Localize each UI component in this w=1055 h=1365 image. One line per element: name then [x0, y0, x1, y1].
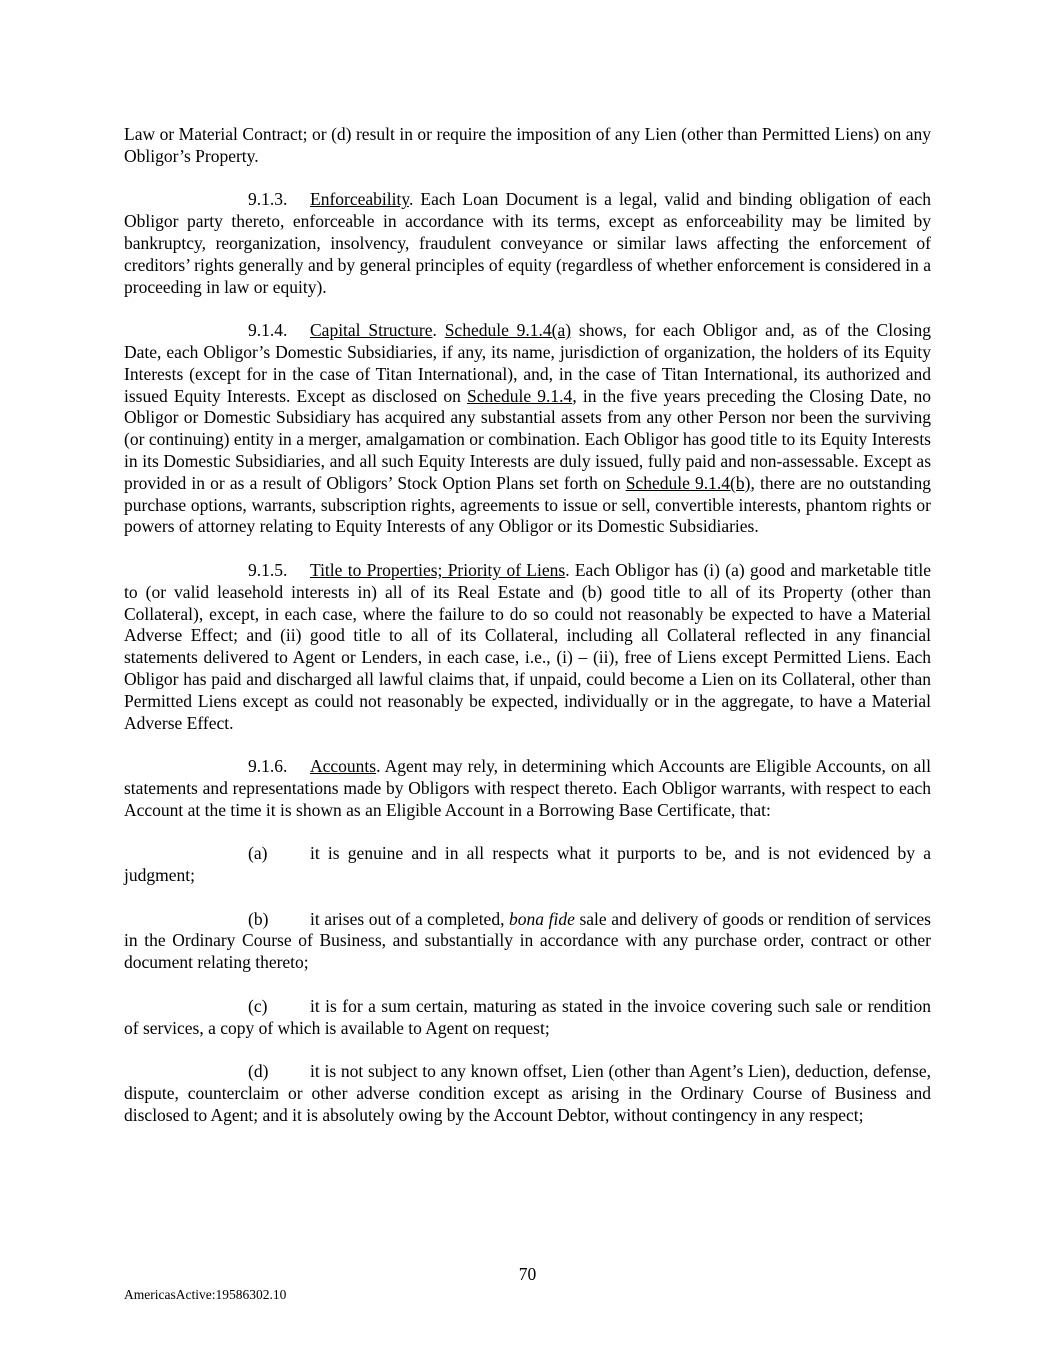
schedule-reference: Schedule 9.1.4(b)	[625, 472, 751, 493]
section-text: shows, for each Obligor and, as of the Closing Date, each Obligor’s Domestic Subsidiaries, if any, its name, jurisdiction of organization, the holders of its Equity Interests (except for in the case of Titan International), and, in the case of Titan International, its authorized and issued Equity Interests. Except as disclosed on	[124, 320, 931, 406]
section-heading: Enforceability	[310, 189, 409, 210]
item-text: it is genuine and in all respects what it purports to be, and is not evidenced by a judgment;	[124, 843, 931, 886]
section-text: , there are no outstanding purchase options, warrants, subscription rights, agreements to issue or sell, convertible interests, phantom rights or powers of attorney relating to Equity Interests of any Obligor or its Domestic Subsidiaries.	[124, 472, 931, 537]
paragraph-continuation: Law or Material Contract; or (d) result in or require the imposition of any Lien (other than Permitted Liens) on any Obligor’s Property.	[124, 124, 931, 166]
section-number: 9.1.3.	[248, 189, 288, 210]
section-number: 9.1.5.	[248, 559, 288, 580]
page-number: 70	[518, 1264, 537, 1284]
section-text: , in the five years preceding the Closing Date, no Obligor or Domestic Subsidiary has acquired any substantial assets from any other Person nor been the surviving (or continuing) entity in a merger, amalgamation or combination. Each Obligor has good title to its Equity Interests in its Domestic Subsidiaries, and all such Equity Interests are duly issued, fully paid and non-assessable. Except as provided in or as a result of Obligors’ Stock Option Plans set forth on	[124, 385, 931, 493]
section-heading: Accounts	[310, 756, 377, 777]
document-body	[124, 124, 931, 1148]
document-id: AmericasActive:19586302.10	[124, 1287, 287, 1302]
list-item	[124, 843, 931, 887]
section-9-1-6	[124, 756, 931, 821]
section-number: 9.1.4.	[248, 320, 288, 341]
list-item	[124, 996, 931, 1040]
section-9-1-3	[124, 189, 931, 298]
section-heading: Title to Properties; Priority of Liens	[310, 559, 566, 580]
item-label: (c)	[248, 995, 268, 1016]
section-text: . Each Obligor has (i) (a) good and marketable title to (or valid leasehold interests in) all of its Real Estate and (b) good title to all of its Property (other than Collateral), except, in each case, where the failure to do so could not reasonably be expected to have a Material Adverse Effect; and (ii) good title to all of its Collateral, including all Collateral reflected in any financial statements delivered to Agent or Lenders, in each case, i.e., (i) – (ii), free of Liens except Permitted Liens. Each Obligor has paid and discharged all lawful claims that, if unpaid, could become a Lien on its Collateral, other than Permitted Liens except as could not reasonably be expected, individually or in the aggregate, to have a Material Adverse Effect.	[124, 559, 931, 733]
item-text: it is not subject to any known offset, Lien (other than Agent’s Lien), deduction, defense, dispute, counterclaim or other adverse condition except as arising in the Ordinary Course of Business and disclosed to Agent; and it is absolutely owing by the Account Debtor, without contingency in any respect;	[124, 1061, 931, 1125]
section-text: . Each Loan Document is a legal, valid and binding obligation of each Obligor party thereto, enforceable in accordance with its terms, except as enforceability may be limited by bankruptcy, reorganization, insolvency, fraudulent conveyance or similar laws affecting the enforcement of creditors’ rights generally and by general principles of equity (regardless of whether enforcement is considered in a proceeding in law or equity).	[124, 189, 931, 297]
item-italic-term: bona fide	[509, 908, 575, 929]
section-9-1-5	[124, 560, 931, 734]
section-9-1-4	[124, 320, 931, 538]
schedule-reference: Schedule 9.1.4	[467, 385, 573, 406]
item-text: it is for a sum certain, maturing as stated in the invoice covering such sale or rendition of services, a copy of which is available to Agent on request;	[124, 995, 931, 1038]
item-text: sale and delivery of goods or rendition of services in the Ordinary Course of Business, and substantially in accordance with any purchase order, contract or other document relating thereto;	[124, 908, 931, 973]
list-item	[124, 1061, 931, 1126]
item-label: (a)	[248, 843, 268, 864]
section-text: . Agent may rely, in determining which Accounts are Eligible Accounts, on all statements and representations made by Obligors with respect thereto. Each Obligor warrants, with respect to each Account at the time it is shown as an Eligible Account in a Borrowing Base Certificate, that:	[124, 756, 931, 820]
schedule-reference: Schedule 9.1.4(a)	[444, 320, 572, 341]
section-text: .	[432, 320, 445, 341]
list-item	[124, 909, 931, 974]
item-label: (d)	[248, 1061, 269, 1082]
item-text: it arises out of a completed,	[310, 908, 510, 929]
item-label: (b)	[248, 908, 269, 929]
section-heading: Capital Structure	[310, 320, 433, 341]
section-number: 9.1.6.	[248, 756, 288, 777]
